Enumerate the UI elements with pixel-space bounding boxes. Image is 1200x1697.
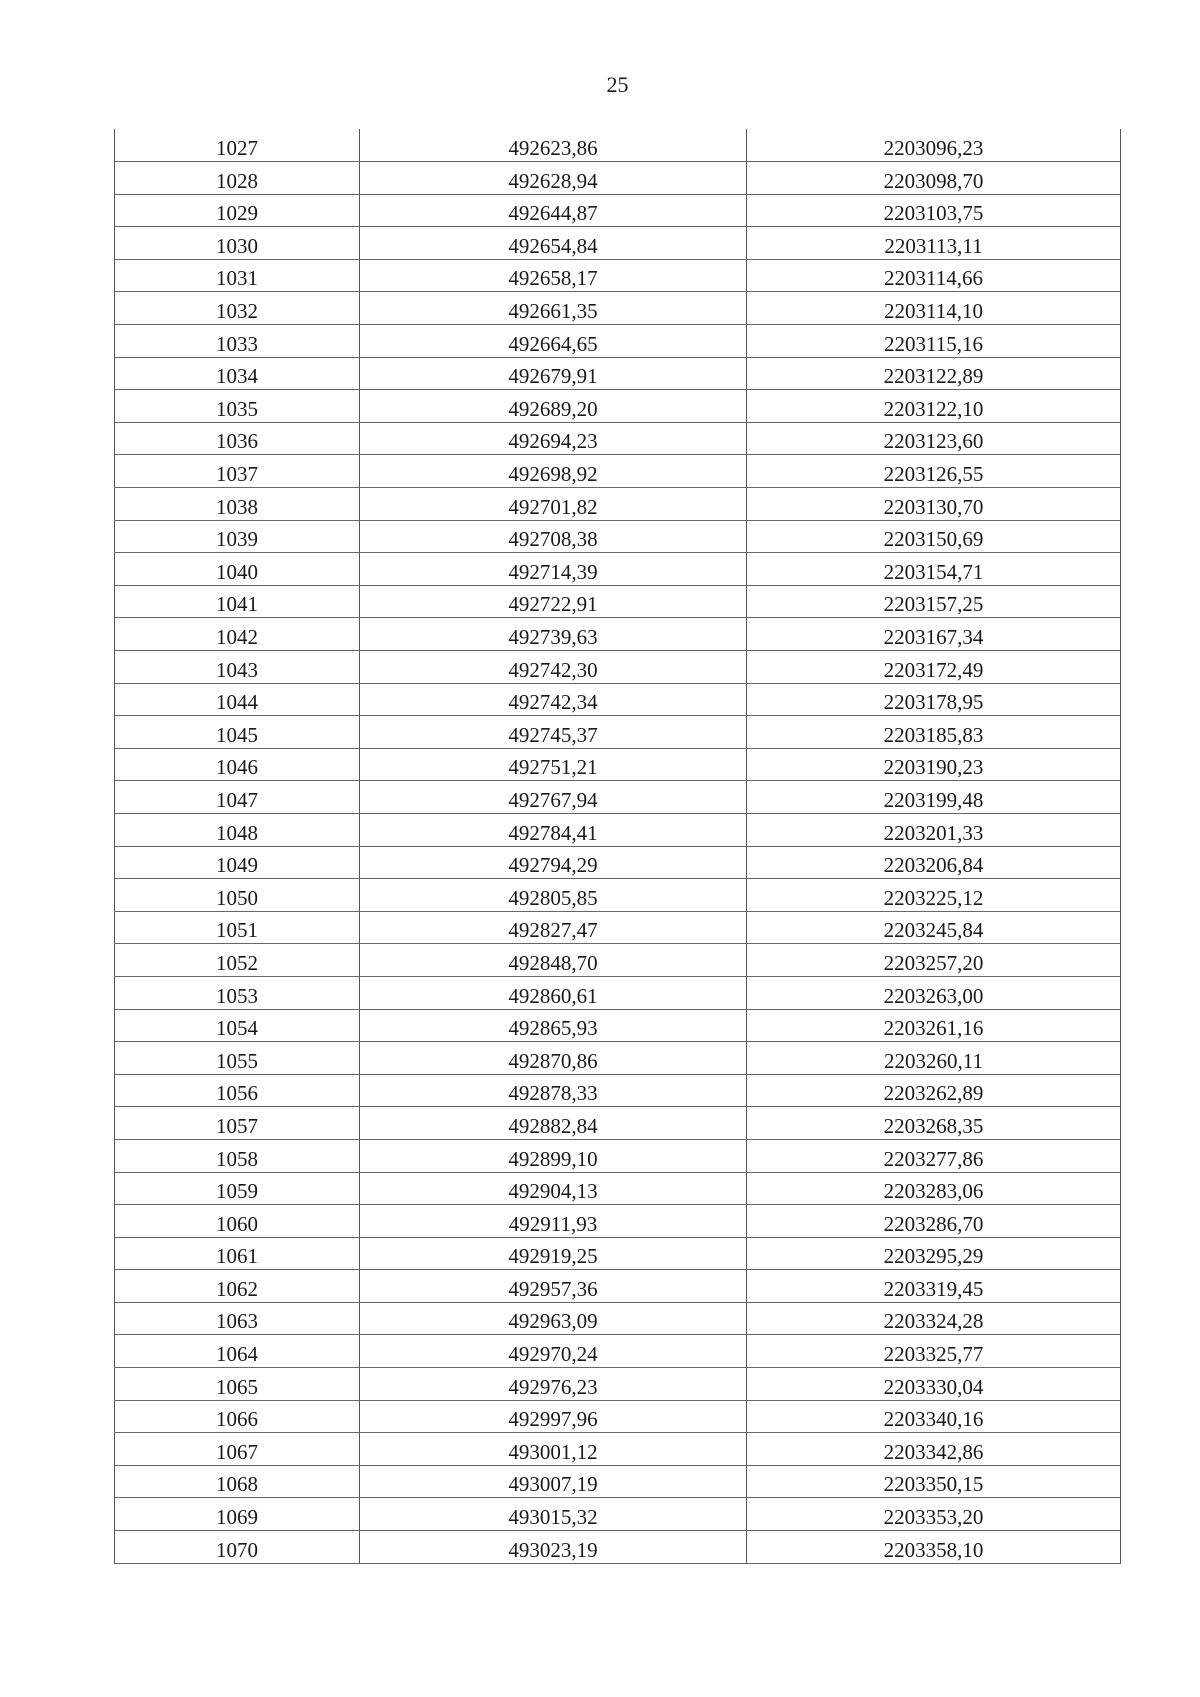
point-number-cell: 1064 (115, 1335, 360, 1368)
y-coordinate-cell: 2203262,89 (747, 1074, 1121, 1107)
y-coordinate-cell: 2203126,55 (747, 455, 1121, 488)
table-row (115, 585, 1121, 618)
x-coordinate-cell: 492689,20 (360, 390, 747, 423)
point-number-cell: 1051 (115, 911, 360, 944)
y-coordinate-cell: 2203283,06 (747, 1172, 1121, 1205)
point-number-cell: 1048 (115, 813, 360, 846)
x-coordinate-cell: 492628,94 (360, 162, 747, 195)
y-coordinate-cell: 2203114,10 (747, 292, 1121, 325)
y-coordinate-cell: 2203096,23 (747, 129, 1121, 162)
table-row (115, 1172, 1121, 1205)
x-coordinate-cell: 492742,30 (360, 651, 747, 684)
table-row (115, 813, 1121, 846)
point-number-cell: 1038 (115, 488, 360, 521)
point-number-cell: 1069 (115, 1498, 360, 1531)
point-number-cell: 1066 (115, 1400, 360, 1433)
y-coordinate-cell: 2203340,16 (747, 1400, 1121, 1433)
table-row (115, 1139, 1121, 1172)
y-coordinate-cell: 2203358,10 (747, 1531, 1121, 1564)
y-coordinate-cell: 2203115,16 (747, 325, 1121, 358)
y-coordinate-cell: 2203114,66 (747, 259, 1121, 292)
x-coordinate-cell: 493023,19 (360, 1531, 747, 1564)
point-number-cell: 1058 (115, 1139, 360, 1172)
y-coordinate-cell: 2203286,70 (747, 1205, 1121, 1238)
table-row (115, 1433, 1121, 1466)
table-row (115, 944, 1121, 977)
table-row (115, 455, 1121, 488)
point-number-cell: 1030 (115, 227, 360, 260)
x-coordinate-cell: 492805,85 (360, 879, 747, 912)
x-coordinate-cell: 492976,23 (360, 1368, 747, 1401)
table-row (115, 325, 1121, 358)
table-row (115, 683, 1121, 716)
table-row (115, 1270, 1121, 1303)
x-coordinate-cell: 492623,86 (360, 129, 747, 162)
point-number-cell: 1047 (115, 781, 360, 814)
y-coordinate-cell: 2203103,75 (747, 194, 1121, 227)
x-coordinate-cell: 492848,70 (360, 944, 747, 977)
table-row (115, 781, 1121, 814)
table-row (115, 879, 1121, 912)
point-number-cell: 1057 (115, 1107, 360, 1140)
coordinate-table (114, 129, 1121, 1564)
point-number-cell: 1055 (115, 1042, 360, 1075)
y-coordinate-cell: 2203225,12 (747, 879, 1121, 912)
point-number-cell: 1027 (115, 129, 360, 162)
point-number-cell: 1042 (115, 618, 360, 651)
table-row (115, 1498, 1121, 1531)
x-coordinate-cell: 492899,10 (360, 1139, 747, 1172)
x-coordinate-cell: 492865,93 (360, 1009, 747, 1042)
table-row (115, 194, 1121, 227)
table-row (115, 716, 1121, 749)
x-coordinate-cell: 492904,13 (360, 1172, 747, 1205)
x-coordinate-cell: 492714,39 (360, 553, 747, 586)
point-number-cell: 1041 (115, 585, 360, 618)
x-coordinate-cell: 493007,19 (360, 1465, 747, 1498)
x-coordinate-cell: 492742,34 (360, 683, 747, 716)
y-coordinate-cell: 2203319,45 (747, 1270, 1121, 1303)
x-coordinate-cell: 492997,96 (360, 1400, 747, 1433)
x-coordinate-cell: 492644,87 (360, 194, 747, 227)
point-number-cell: 1053 (115, 976, 360, 1009)
point-number-cell: 1060 (115, 1205, 360, 1238)
x-coordinate-cell: 493001,12 (360, 1433, 747, 1466)
table-row (115, 390, 1121, 423)
table-row (115, 1042, 1121, 1075)
y-coordinate-cell: 2203122,10 (747, 390, 1121, 423)
table-row (115, 911, 1121, 944)
y-coordinate-cell: 2203167,34 (747, 618, 1121, 651)
table-row (115, 618, 1121, 651)
table-row (115, 1531, 1121, 1564)
table-row (115, 292, 1121, 325)
x-coordinate-cell: 492658,17 (360, 259, 747, 292)
y-coordinate-cell: 2203268,35 (747, 1107, 1121, 1140)
y-coordinate-cell: 2203201,33 (747, 813, 1121, 846)
y-coordinate-cell: 2203178,95 (747, 683, 1121, 716)
table-row (115, 1205, 1121, 1238)
y-coordinate-cell: 2203350,15 (747, 1465, 1121, 1498)
y-coordinate-cell: 2203123,60 (747, 422, 1121, 455)
point-number-cell: 1028 (115, 162, 360, 195)
x-coordinate-cell: 492708,38 (360, 520, 747, 553)
x-coordinate-cell: 492654,84 (360, 227, 747, 260)
x-coordinate-cell: 492784,41 (360, 813, 747, 846)
x-coordinate-cell: 492963,09 (360, 1302, 747, 1335)
point-number-cell: 1068 (115, 1465, 360, 1498)
table-row (115, 976, 1121, 1009)
point-number-cell: 1033 (115, 325, 360, 358)
x-coordinate-cell: 492794,29 (360, 846, 747, 879)
x-coordinate-cell: 492751,21 (360, 748, 747, 781)
x-coordinate-cell: 492919,25 (360, 1237, 747, 1270)
table-row (115, 488, 1121, 521)
x-coordinate-cell: 492664,65 (360, 325, 747, 358)
point-number-cell: 1065 (115, 1368, 360, 1401)
y-coordinate-cell: 2203260,11 (747, 1042, 1121, 1075)
x-coordinate-cell: 492722,91 (360, 585, 747, 618)
x-coordinate-cell: 492860,61 (360, 976, 747, 1009)
table-row (115, 520, 1121, 553)
x-coordinate-cell: 492767,94 (360, 781, 747, 814)
point-number-cell: 1046 (115, 748, 360, 781)
table-row (115, 1237, 1121, 1270)
table-row (115, 1074, 1121, 1107)
table-row (115, 553, 1121, 586)
table-row (115, 1465, 1121, 1498)
point-number-cell: 1050 (115, 879, 360, 912)
x-coordinate-cell: 492679,91 (360, 357, 747, 390)
x-coordinate-cell: 492882,84 (360, 1107, 747, 1140)
y-coordinate-cell: 2203257,20 (747, 944, 1121, 977)
y-coordinate-cell: 2203098,70 (747, 162, 1121, 195)
point-number-cell: 1056 (115, 1074, 360, 1107)
point-number-cell: 1070 (115, 1531, 360, 1564)
x-coordinate-cell: 492870,86 (360, 1042, 747, 1075)
point-number-cell: 1034 (115, 357, 360, 390)
y-coordinate-cell: 2203185,83 (747, 716, 1121, 749)
y-coordinate-cell: 2203157,25 (747, 585, 1121, 618)
coordinate-table-body (115, 129, 1121, 1563)
point-number-cell: 1036 (115, 422, 360, 455)
table-row (115, 1009, 1121, 1042)
x-coordinate-cell: 492827,47 (360, 911, 747, 944)
point-number-cell: 1037 (115, 455, 360, 488)
x-coordinate-cell: 492970,24 (360, 1335, 747, 1368)
point-number-cell: 1029 (115, 194, 360, 227)
point-number-cell: 1045 (115, 716, 360, 749)
y-coordinate-cell: 2203154,71 (747, 553, 1121, 586)
table-row (115, 162, 1121, 195)
point-number-cell: 1061 (115, 1237, 360, 1270)
point-number-cell: 1032 (115, 292, 360, 325)
point-number-cell: 1063 (115, 1302, 360, 1335)
y-coordinate-cell: 2203263,00 (747, 976, 1121, 1009)
table-row (115, 259, 1121, 292)
y-coordinate-cell: 2203324,28 (747, 1302, 1121, 1335)
table-row (115, 129, 1121, 162)
x-coordinate-cell: 492878,33 (360, 1074, 747, 1107)
y-coordinate-cell: 2203172,49 (747, 651, 1121, 684)
point-number-cell: 1054 (115, 1009, 360, 1042)
x-coordinate-cell: 492661,35 (360, 292, 747, 325)
y-coordinate-cell: 2203199,48 (747, 781, 1121, 814)
table-row (115, 227, 1121, 260)
table-row (115, 1302, 1121, 1335)
y-coordinate-cell: 2203245,84 (747, 911, 1121, 944)
table-row (115, 422, 1121, 455)
point-number-cell: 1052 (115, 944, 360, 977)
table-row (115, 1368, 1121, 1401)
table-row (115, 1107, 1121, 1140)
point-number-cell: 1049 (115, 846, 360, 879)
y-coordinate-cell: 2203190,23 (747, 748, 1121, 781)
x-coordinate-cell: 492957,36 (360, 1270, 747, 1303)
y-coordinate-cell: 2203353,20 (747, 1498, 1121, 1531)
y-coordinate-cell: 2203130,70 (747, 488, 1121, 521)
x-coordinate-cell: 492694,23 (360, 422, 747, 455)
x-coordinate-cell: 492745,37 (360, 716, 747, 749)
table-row (115, 357, 1121, 390)
point-number-cell: 1031 (115, 259, 360, 292)
point-number-cell: 1039 (115, 520, 360, 553)
y-coordinate-cell: 2203330,04 (747, 1368, 1121, 1401)
x-coordinate-cell: 492911,93 (360, 1205, 747, 1238)
y-coordinate-cell: 2203342,86 (747, 1433, 1121, 1466)
table-row (115, 748, 1121, 781)
y-coordinate-cell: 2203122,89 (747, 357, 1121, 390)
x-coordinate-cell: 492739,63 (360, 618, 747, 651)
x-coordinate-cell: 492701,82 (360, 488, 747, 521)
table-row (115, 846, 1121, 879)
point-number-cell: 1059 (115, 1172, 360, 1205)
y-coordinate-cell: 2203206,84 (747, 846, 1121, 879)
y-coordinate-cell: 2203261,16 (747, 1009, 1121, 1042)
point-number-cell: 1040 (115, 553, 360, 586)
point-number-cell: 1067 (115, 1433, 360, 1466)
y-coordinate-cell: 2203325,77 (747, 1335, 1121, 1368)
table-row (115, 651, 1121, 684)
point-number-cell: 1043 (115, 651, 360, 684)
page-number: 25 (606, 72, 629, 97)
table-row (115, 1335, 1121, 1368)
x-coordinate-cell: 492698,92 (360, 455, 747, 488)
point-number-cell: 1062 (115, 1270, 360, 1303)
y-coordinate-cell: 2203113,11 (747, 227, 1121, 260)
table-row (115, 1400, 1121, 1433)
y-coordinate-cell: 2203295,29 (747, 1237, 1121, 1270)
x-coordinate-cell: 493015,32 (360, 1498, 747, 1531)
point-number-cell: 1044 (115, 683, 360, 716)
point-number-cell: 1035 (115, 390, 360, 423)
y-coordinate-cell: 2203277,86 (747, 1139, 1121, 1172)
y-coordinate-cell: 2203150,69 (747, 520, 1121, 553)
